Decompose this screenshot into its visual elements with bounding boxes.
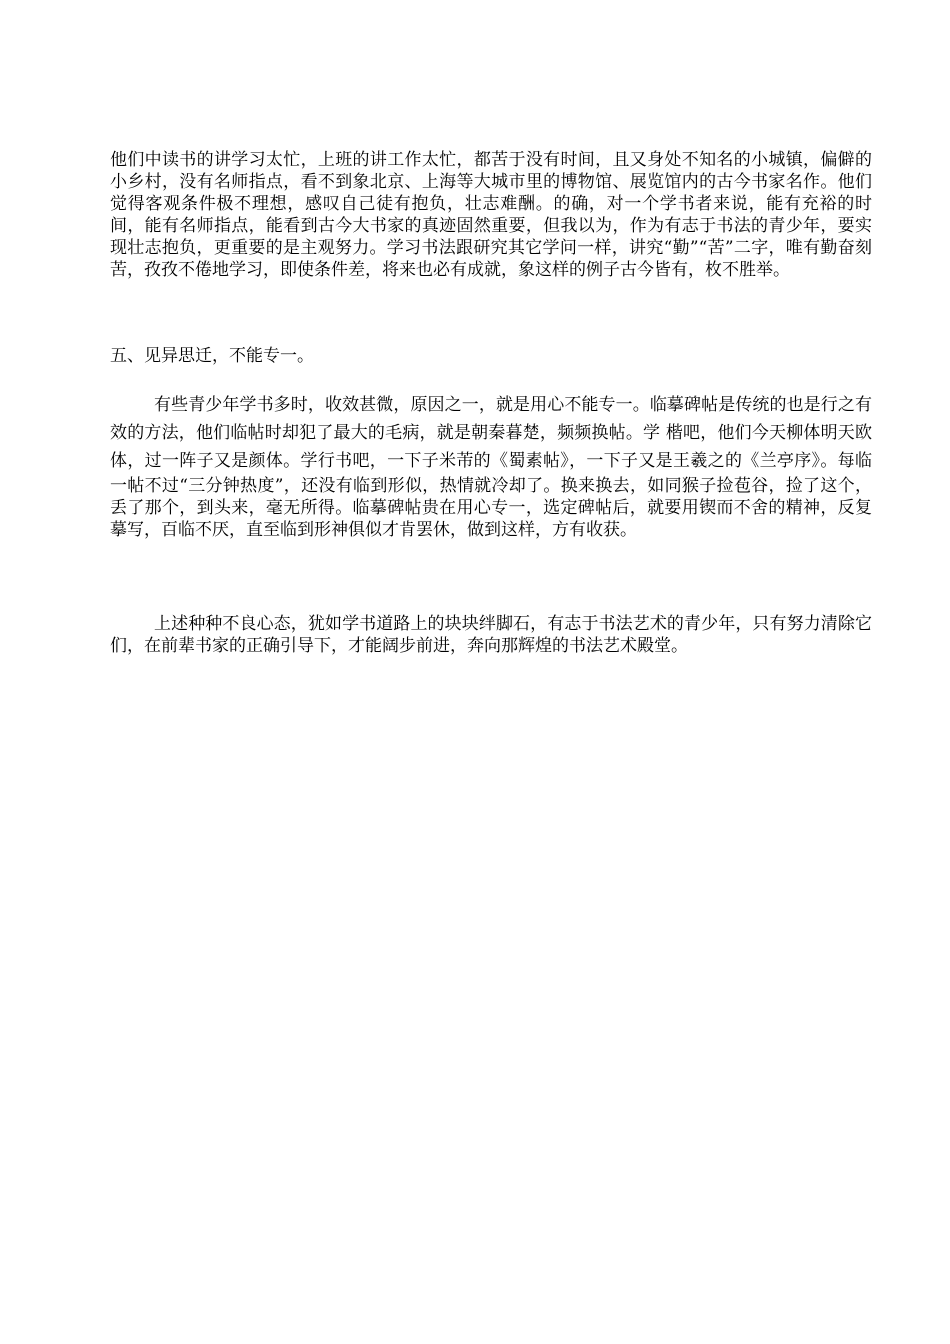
paragraph-fragment: 学行书吧，一下子米芾的《蜀素帖》，一下子又是王羲之的《兰亭序》。每临一帖不过“三分钟热度”，还没有临到形似，热情就冷却了。换来换去，如同猴子捡苞谷，捡了这个，丢了那个，到头来，毫无所得。临摹碑帖贵在用心专一，选定碑帖后，就要用锲而不舍的精神，反复摹写，百临不厌，直至临到形神俱似才肯罢休，做到这样，方有收获。 — [110, 451, 872, 540]
body-paragraph — [110, 391, 872, 541]
body-paragraph: 上述种种不良心态，犹如学书道路上的块块绊脚石，有志于书法艺术的青少年，只有努力清除它们，在前辈书家的正确引导下，才能阔步前进，奔向那辉煌的书法艺术殿堂。 — [110, 614, 872, 656]
body-paragraph: 他们中读书的讲学习太忙，上班的讲工作太忙，都苦于没有时间，且又身处不知名的小城镇，偏僻的小乡村，没有名师指点，看不到象北京、上海等大城市里的博物馆、展览馆内的古今书家名作。他们觉得客观条件极不理想，感叹自己徒有抱负，壮志难酬。的确，对一个学书者来说，能有充裕的时间，能有名师指点，能看到古今大书家的真迹固然重要，但我以为，作为有志于书法的青少年，要实现壮志抱负，更重要的是主观努力。学习书法跟研究其它学问一样，讲究“勤”“苦”二字，唯有勤奋刻苦，孜孜不倦地学习，即使条件差，将来也必有成就，象这样的例子古今皆有，枚不胜举。 — [110, 150, 872, 280]
paragraph-fragment: 有些青少年学书多时，收效甚微，原因之一，就是用心不能专一。临摹碑帖是传统的也是行之有效的方法，他们临帖时却犯了最大的毛病，就是朝秦暮楚，频频换帖。学 楷吧，他们今天柳体明天欧体，过一阵子又是颜体。 — [110, 395, 872, 471]
section-heading: 五、见异思迁，不能专一。 — [110, 346, 314, 366]
